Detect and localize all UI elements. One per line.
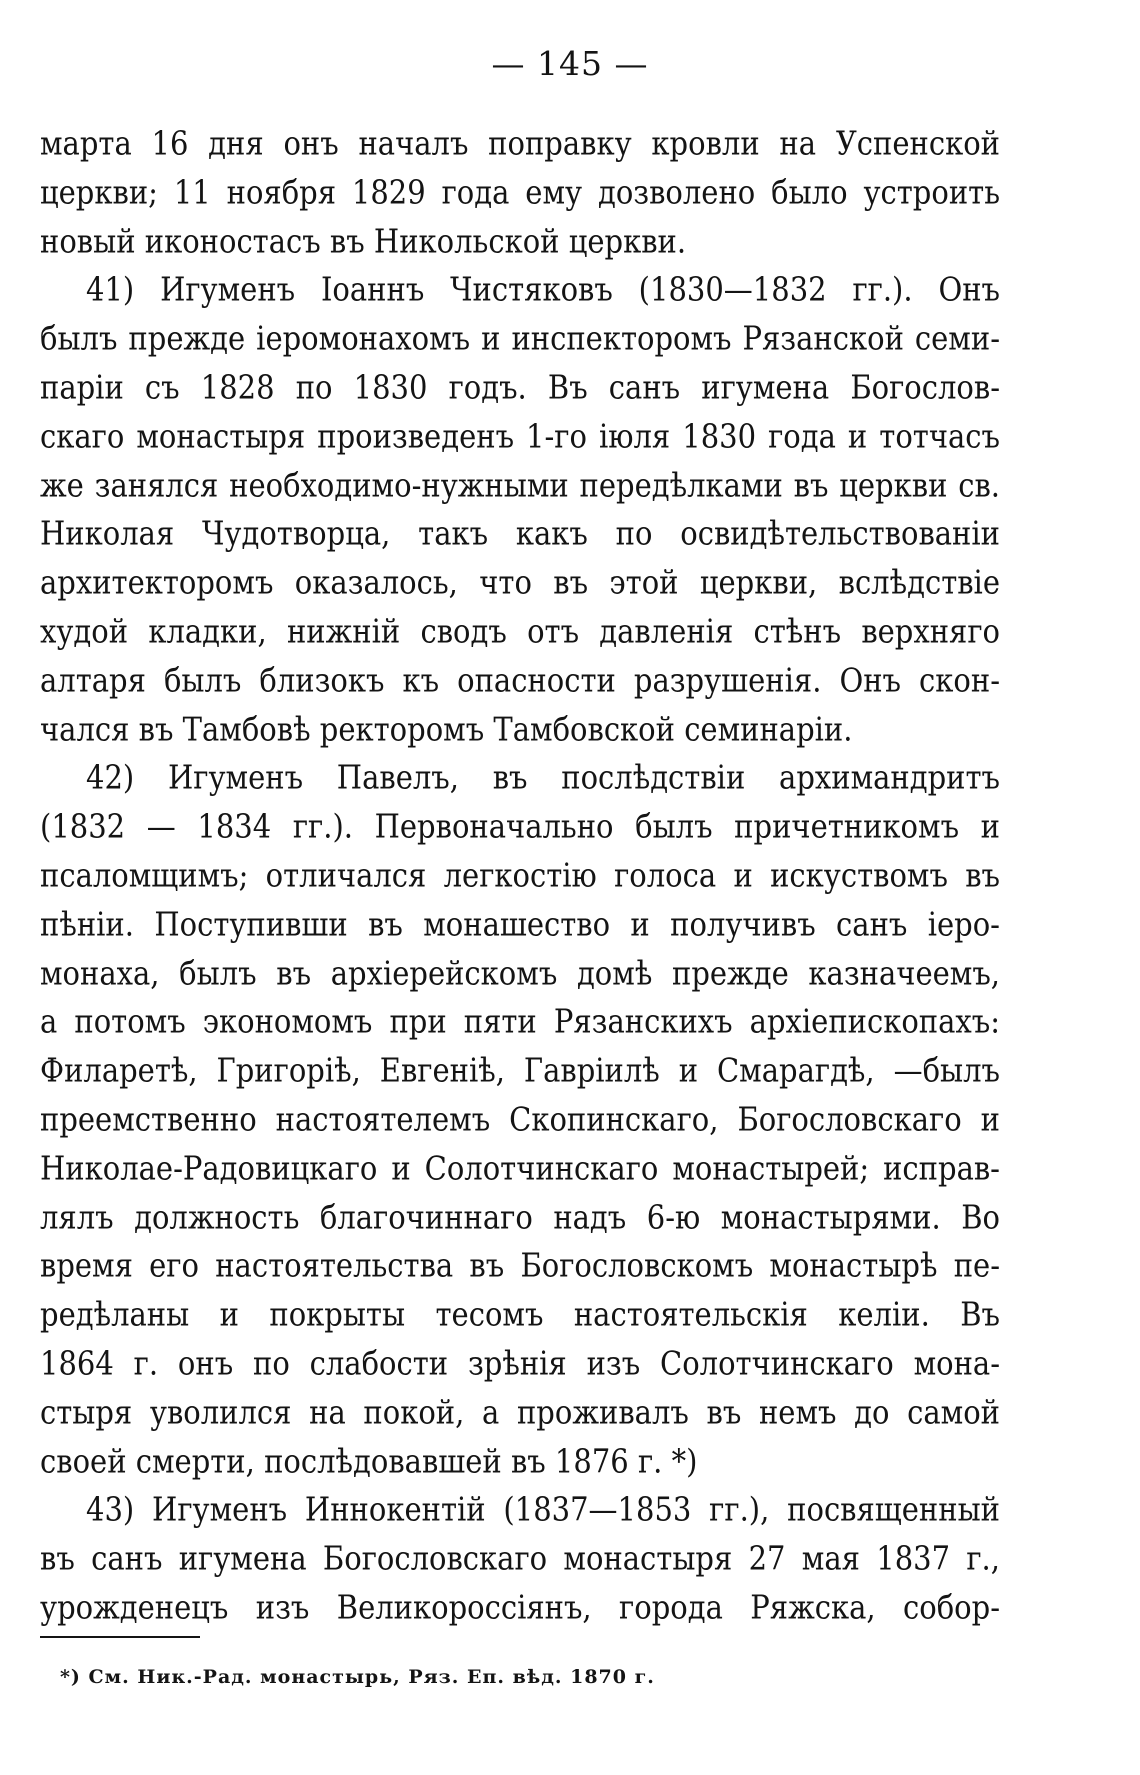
text-line: (1832 — 1834 гг.). Первоначально былъ причетникомъ и <box>40 806 1000 846</box>
text-line: архитекторомъ оказалось, что въ этой церкви, вслѣдствіе <box>40 562 1000 602</box>
text-line: редѣланы и покрыты тесомъ настоятельскія келіи. Въ <box>40 1294 1000 1334</box>
text-line: 41) Игуменъ Іоаннъ Чистяковъ (1830—1832 гг.). Онъ <box>86 269 1000 309</box>
text-line: преемственно настоятелемъ Скопинскаго, Богословскаго и <box>40 1099 1000 1139</box>
text-line: былъ прежде іеромонахомъ и инспекторомъ Рязанской семи- <box>40 318 1000 358</box>
text-line: а потомъ экономомъ при пяти Рязанскихъ архіепископахъ: <box>40 1001 1000 1041</box>
text-line: Николае-Радовицкаго и Солотчинскаго монастырей; исправ- <box>40 1148 1000 1188</box>
text-line: алтаря былъ близокъ къ опасности разрушенія. Онъ скон- <box>40 660 1000 700</box>
text-line: худой кладки, нижній сводъ отъ давленія стѣнъ верхняго <box>40 611 1000 651</box>
text-line: марта 16 дня онъ началъ поправку кровли на Успенской <box>40 123 1000 163</box>
text-line: лялъ должность благочиннаго надъ 6-ю монастырями. Во <box>40 1197 1000 1236</box>
footnote-divider <box>40 1636 200 1638</box>
body-text <box>40 119 1000 1632</box>
text-line: время его настоятельства въ Богословскомъ монастырѣ пе- <box>40 1245 1000 1285</box>
text-line: псаломщимъ; отличался легкостію голоса и искуствомъ въ <box>40 855 1000 895</box>
text-line: 1864 г. онъ по слабости зрѣнія изъ Солотчинскаго мона- <box>40 1343 1000 1383</box>
text-line: же занялся необходимо-нужными передѣлками въ церкви св. <box>40 465 1000 504</box>
text-line: монаха, былъ въ архіерейскомъ домѣ прежде казначеемъ, <box>40 953 1000 992</box>
text-line: чался въ Тамбовѣ ректоромъ Тамбовской семинаріи. <box>40 709 853 748</box>
text-line: пѣніи. Поступивши въ монашество и получивъ санъ іеро- <box>40 904 1000 944</box>
text-line: своей смерти, послѣдовавшей въ 1876 г. *) <box>40 1441 698 1480</box>
text-line: 43) Игуменъ Иннокентій (1837—1853 гг.), посвященный <box>86 1489 1000 1529</box>
text-line: стыря уволился на покой, а проживалъ въ немъ до самой <box>40 1392 1000 1432</box>
text-line: Николая Чудотворца, такъ какъ по освидѣтельствованіи <box>40 513 1000 553</box>
text-line: церкви; 11 ноября 1829 года ему дозволено было устроить <box>40 172 1000 212</box>
text-line: Филаретѣ, Григоріѣ, Евгеніѣ, Гавріилѣ и Смарагдѣ, —былъ <box>40 1050 1000 1090</box>
page-number: — 145 — <box>491 44 649 83</box>
text-line: 42) Игуменъ Павелъ, въ послѣдствіи архимандритъ <box>86 757 1000 797</box>
text-line: паріи съ 1828 по 1830 годъ. Въ санъ игумена Богослов- <box>40 367 1000 407</box>
text-line: урожденецъ изъ Великороссіянъ, города Ряжска, собор- <box>40 1587 1000 1627</box>
text-line: скаго монастыря произведенъ 1-го іюля 1830 года и тотчасъ <box>40 416 1000 456</box>
text-line: въ санъ игумена Богословскаго монастыря 27 мая 1837 г., <box>40 1538 1000 1578</box>
footnote: *) См. Ник.-Рад. монастырь, Ряз. Еп. вѣд. 1870 г. <box>60 1666 655 1688</box>
text-line: новый иконостасъ въ Никольской церкви. <box>40 221 687 260</box>
